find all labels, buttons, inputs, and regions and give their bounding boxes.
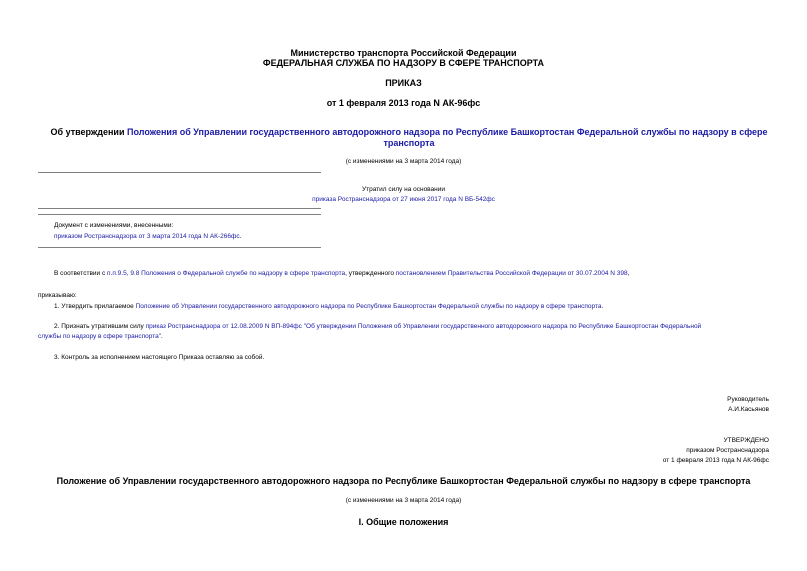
service-name: ФЕДЕРАЛЬНАЯ СЛУЖБА ПО НАДЗОРУ В СФЕРЕ ТРАНСПОРТА (262, 58, 545, 68)
amendment-note: (с изменениями на 3 марта 2014 года) (345, 158, 462, 165)
title-prefix: Об утверждении (50, 127, 127, 137)
ministry-name: Министерство транспорта Российской Федерации (290, 48, 517, 58)
document-type: ПРИКАЗ (385, 78, 422, 88)
title-regulation-link[interactable]: Положения об Управлении государственного автодорожного надзора по Республике Башкортостан Федеральной службы по надзору в сфере (127, 127, 768, 137)
signatory-role: Руководитель (727, 396, 769, 403)
repealed-order-link-cont[interactable]: службы по надзору в сфере транспорта" (38, 333, 162, 340)
repealed-order-link[interactable]: приказ Ространснадзора от 12.08.2009 N ВП-894фс "Об утверждении Положения об Управлении государственного автодорожного надзора по Республике Башкортостан Федеральной (145, 323, 702, 330)
approved-by: приказом Ространснадзора (686, 447, 769, 454)
changes-line (54, 232, 241, 241)
item-2-cont (38, 332, 778, 341)
preamble (54, 269, 794, 278)
preamble-text: , утвержденного (345, 270, 396, 277)
item-2 (54, 322, 794, 331)
item-3: 3. Контроль за исполнением настоящего Приказа оставляю за собой. (54, 354, 265, 361)
preamble-text: , (627, 270, 630, 277)
item-text: . (601, 303, 604, 310)
changes-order-link[interactable]: приказом Ространснадзора от 3 марта 2014 года N АК-266фс (54, 233, 240, 240)
regulation-link[interactable]: Положение об Управлении государственного автодорожного надзора по Республике Башкортостан Федеральной службы по надзору в сфере транспорта (135, 303, 602, 310)
changes-suffix: . (239, 233, 242, 240)
divider (38, 172, 321, 173)
government-decree-link[interactable]: постановлением Правительства Российской Федерации от 30.07.2004 N 398 (395, 270, 628, 277)
item-text: 2. Признать утратившим силу (54, 323, 146, 330)
item-text: 1. Утвердить прилагаемое (54, 303, 136, 310)
item-text: . (161, 333, 163, 340)
item-1 (54, 302, 794, 311)
document-date: от 1 февраля 2013 года N АК-96фс (326, 98, 481, 108)
lost-force-link[interactable]: приказа Ространснадзора от 27 июня 2017 года N ВБ-542фс (312, 196, 495, 203)
section-heading: I. Общие положения (358, 517, 449, 527)
preamble-text: В соответствии с (54, 270, 108, 277)
regulation-title: Положение об Управлении государственного автодорожного надзора по Республике Башкортостан Федеральной службы по надзору в сфере транспорта (56, 476, 751, 486)
divider (38, 208, 321, 209)
lost-force-text: Утратил силу на основании (361, 186, 446, 193)
changes-text: Документ с изменениями, внесенными: (54, 222, 174, 229)
document-title (34, 127, 784, 149)
approved-date: от 1 февраля 2013 года N АК-96фс (662, 457, 769, 464)
regulation-amendment-note: (с изменениями на 3 марта 2014 года) (345, 497, 462, 504)
title-regulation-link-cont[interactable]: транспорта (383, 138, 435, 148)
divider (38, 214, 321, 215)
order-word: приказываю: (38, 292, 77, 299)
approved-label: УТВЕРЖДЕНО (723, 437, 769, 444)
signatory-name: А.И.Касьянов (728, 406, 769, 413)
regulation-clause-link[interactable]: п.п.9.5, 9.8 Положения о Федеральной службе по надзору в сфере транспорта (107, 270, 346, 277)
divider (38, 247, 321, 248)
